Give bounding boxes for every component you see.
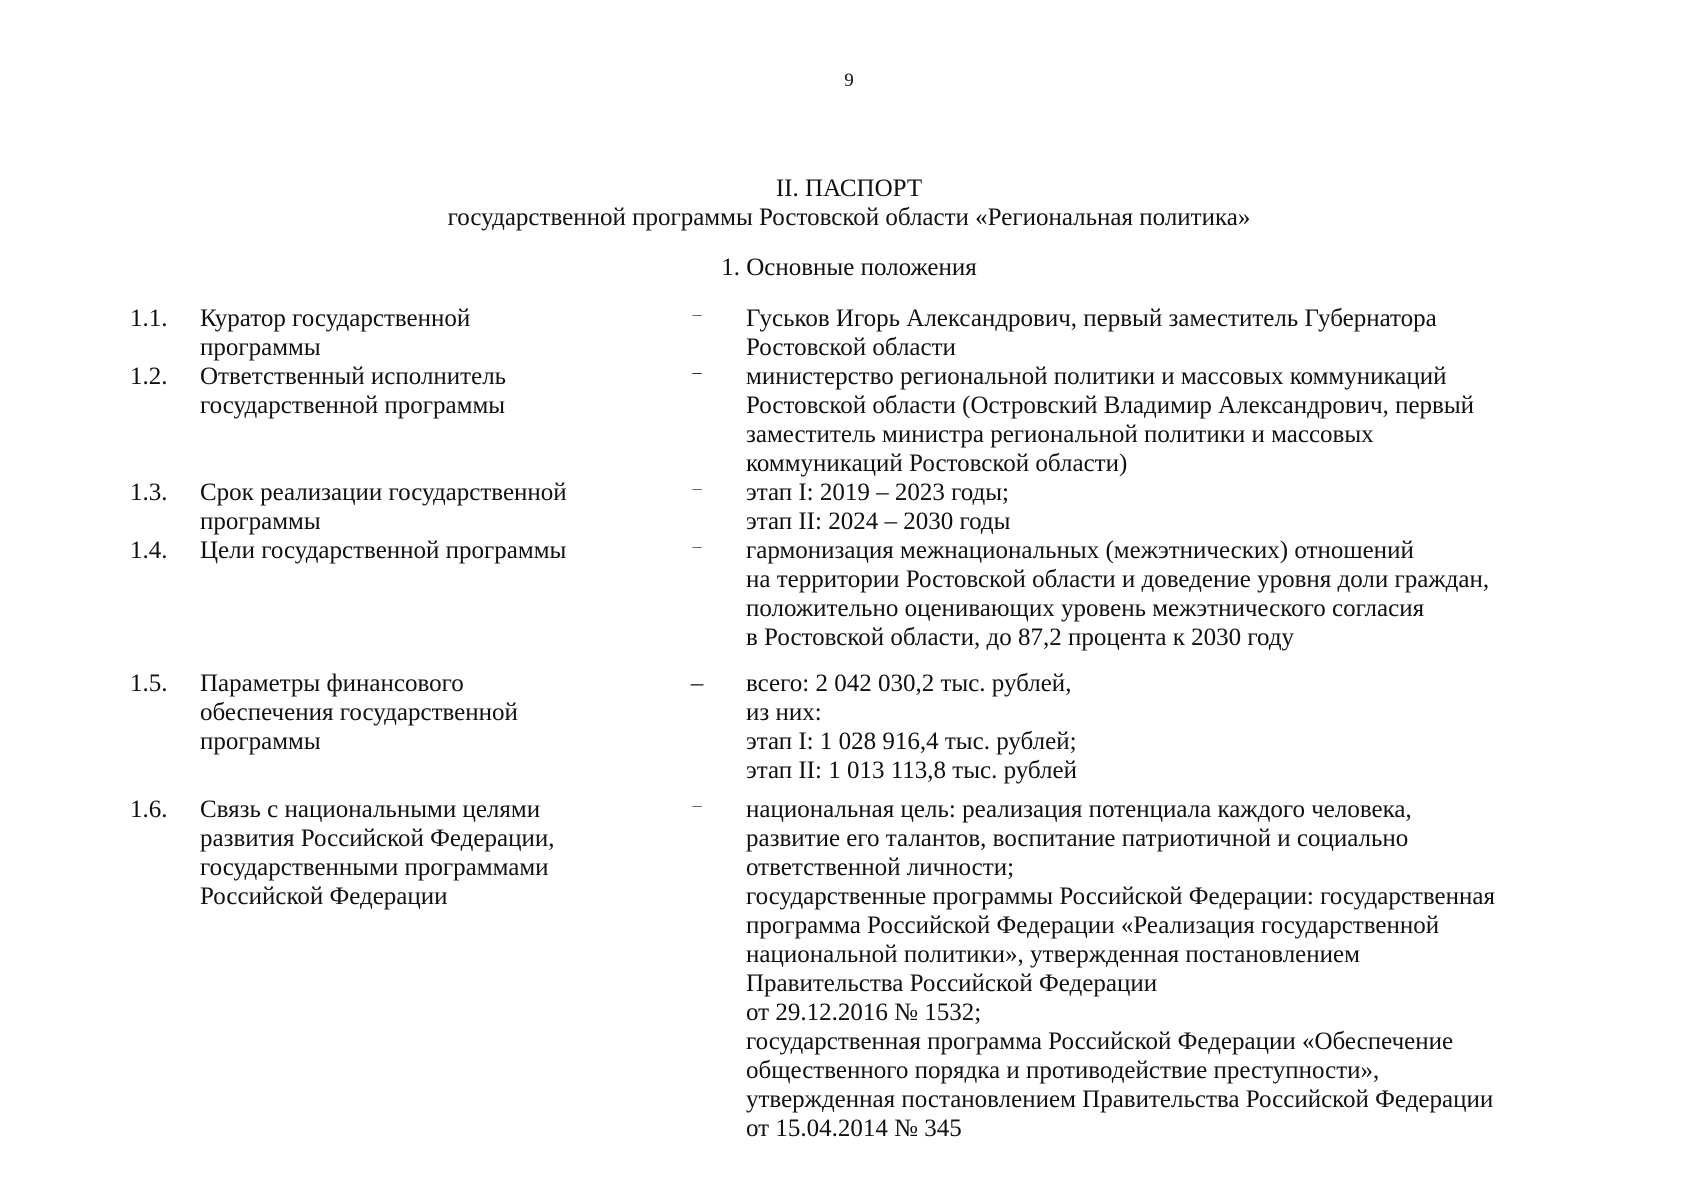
row-value-line: на территории Ростовской области и доведение уровня доли граждан, <box>746 566 1490 593</box>
row-dash: – <box>692 304 702 324</box>
row-label-line: Срок реализации государственной <box>200 479 567 506</box>
row-label-line: государственными программами <box>200 854 549 881</box>
passport-row-1-1 <box>0 304 1698 362</box>
row-label-line: Связь с национальными целями <box>200 796 541 823</box>
row-value-line: заместитель министра региональной политики и массовых <box>746 421 1374 448</box>
row-value-line: коммуникаций Ростовской области) <box>746 450 1128 477</box>
row-dash: – <box>692 362 702 382</box>
row-value <box>746 669 1596 785</box>
passport-row-1-4 <box>0 536 1698 652</box>
row-value <box>746 362 1596 478</box>
row-label-line: Параметры финансового <box>200 670 464 697</box>
row-value-line: в Ростовской области, до 87,2 процента к 2030 году <box>746 624 1295 651</box>
row-value-line: министерство региональной политики и массовых коммуникаций <box>746 363 1447 390</box>
row-number: 1.6. <box>130 796 168 823</box>
row-value-line: ответственной личности; <box>746 854 1015 881</box>
row-label-line: Куратор государственной <box>200 305 471 332</box>
row-value-line: общественного порядка и противодействие преступности», <box>746 1057 1380 1084</box>
row-value-line: этап I: 2019 – 2023 годы; <box>746 479 1010 506</box>
row-label <box>200 536 670 565</box>
passport-row-1-6 <box>0 795 1698 1143</box>
row-value <box>746 478 1596 536</box>
passport-row-1-3 <box>0 478 1698 536</box>
document-heading <box>0 174 1698 232</box>
subsection-title: 1. Основные положения <box>721 254 977 281</box>
row-label-line: программы <box>200 334 321 361</box>
row-value-line: от 15.04.2014 № 345 <box>746 1115 962 1142</box>
row-value-line: развитие его талантов, воспитание патриотичной и социально <box>746 825 1409 852</box>
row-value-line: от 29.12.2016 № 1532; <box>746 999 982 1026</box>
row-label <box>200 362 670 420</box>
page-number: 9 <box>844 70 854 91</box>
row-value-line: национальная цель: реализация потенциала каждого человека, <box>746 796 1412 823</box>
row-value-line: всего: 2 042 030,2 тыс. рублей, <box>746 670 1072 697</box>
passport-row-1-2 <box>0 362 1698 478</box>
row-value <box>746 795 1596 1143</box>
row-value-line: программа Российской Федерации «Реализация государственной <box>746 912 1440 939</box>
row-value-line: гармонизация межнациональных (межэтнических) отношений <box>746 537 1414 564</box>
row-value-line: национальной политики», утвержденная постановлением <box>746 941 1360 968</box>
row-value-line: государственные программы Российской Федерации: государственная <box>746 883 1495 910</box>
row-label <box>200 795 670 911</box>
row-number: 1.2. <box>130 363 168 390</box>
section-title: II. ПАСПОРТ <box>775 175 923 202</box>
row-value-line: Ростовской области <box>746 334 956 361</box>
row-value-line: государственная программа Российской Федерации «Обеспечение <box>746 1028 1454 1055</box>
row-number: 1.3. <box>130 479 168 506</box>
row-label-line: Российской Федерации <box>200 883 448 910</box>
row-value-line: утвержденная постановлением Правительства Российской Федерации <box>746 1086 1494 1113</box>
row-value-line: Ростовской области (Островский Владимир Александрович, первый <box>746 392 1475 419</box>
row-label-line: Цели государственной программы <box>200 537 567 564</box>
row-value-line: этап II: 2024 – 2030 годы <box>746 508 1011 535</box>
row-value-line: этап II: 1 013 113,8 тыс. рублей <box>746 757 1077 784</box>
row-value-line: Гуськов Игорь Александрович, первый заместитель Губернатора <box>746 305 1437 332</box>
row-number: 1.5. <box>130 670 168 697</box>
row-number: 1.4. <box>130 537 168 564</box>
row-value-line: положительно оценивающих уровень межэтнического согласия <box>746 595 1425 622</box>
row-label <box>200 304 670 362</box>
row-label-line: развития Российской Федерации, <box>200 825 555 852</box>
row-number: 1.1. <box>130 305 168 332</box>
row-value-line: из них: <box>746 699 822 726</box>
row-label <box>200 478 670 536</box>
section-subtitle: государственной программы Ростовской области «Региональная политика» <box>447 204 1251 231</box>
row-label <box>200 669 670 756</box>
passport-table <box>0 304 1698 1143</box>
row-dash: – <box>690 670 704 697</box>
row-dash: – <box>692 478 702 498</box>
row-label-line: Ответственный исполнитель <box>200 363 507 390</box>
row-label-line: программы <box>200 508 321 535</box>
row-dash: – <box>692 795 702 815</box>
row-value <box>746 304 1596 362</box>
row-label-line: программы <box>200 728 321 755</box>
passport-row-1-5 <box>0 669 1698 785</box>
row-value-line: этап I: 1 028 916,4 тыс. рублей; <box>746 728 1077 755</box>
row-value <box>746 536 1596 652</box>
row-value-line: Правительства Российской Федерации <box>746 970 1158 997</box>
row-dash: – <box>692 536 702 556</box>
row-label-line: обеспечения государственной <box>200 699 518 726</box>
row-label-line: государственной программы <box>200 392 506 419</box>
